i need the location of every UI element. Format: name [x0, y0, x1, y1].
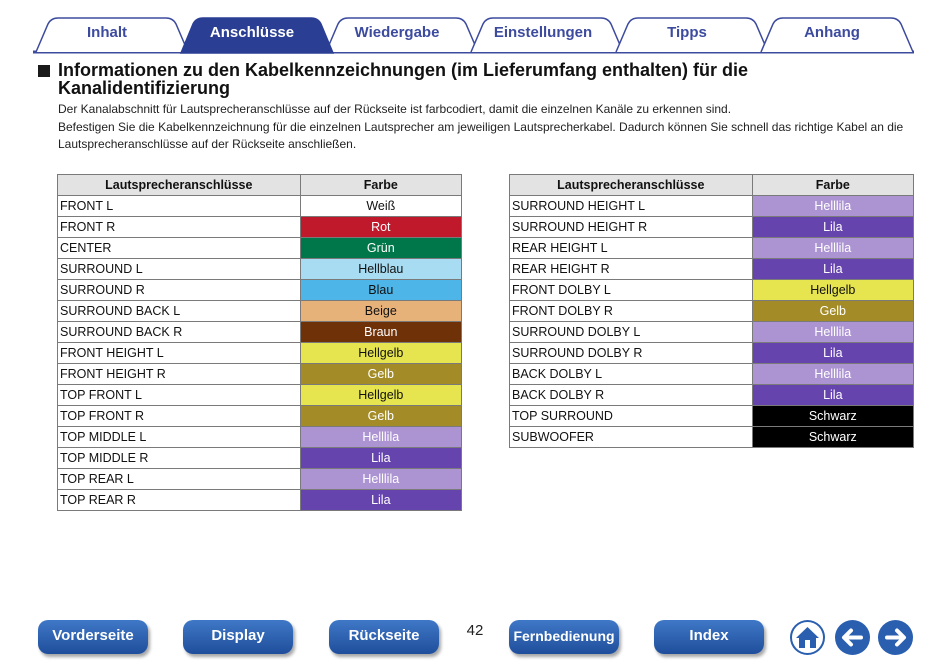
terminal-cell: SURROUND HEIGHT R: [510, 217, 753, 238]
table-row: [510, 238, 914, 259]
table-row: [58, 427, 462, 448]
color-cell: Helllila: [752, 364, 913, 385]
color-cell: Weiß: [300, 196, 461, 217]
table-row: [510, 301, 914, 322]
table-row: [58, 322, 462, 343]
speaker-color-table-right: [509, 174, 914, 448]
color-cell: Helllila: [300, 427, 461, 448]
terminal-cell: SURROUND R: [58, 280, 301, 301]
table-row: [58, 343, 462, 364]
color-cell: Lila: [300, 448, 461, 469]
terminal-cell: FRONT L: [58, 196, 301, 217]
table-row: [58, 490, 462, 511]
color-cell: Beige: [300, 301, 461, 322]
rueckseite-button[interactable]: Rückseite: [329, 620, 439, 654]
color-cell: Hellgelb: [300, 385, 461, 406]
column-header-terminal: Lautsprecheranschlüsse: [58, 175, 301, 196]
fernbedienung-button[interactable]: Fernbedienung: [509, 620, 619, 654]
terminal-cell: TOP REAR R: [58, 490, 301, 511]
tab-bar: [0, 0, 950, 56]
color-cell: Lila: [752, 343, 913, 364]
terminal-cell: SURROUND BACK L: [58, 301, 301, 322]
terminal-cell: SURROUND DOLBY L: [510, 322, 753, 343]
color-cell: Grün: [300, 238, 461, 259]
table-body: [510, 196, 914, 448]
display-button[interactable]: Display: [183, 620, 293, 654]
terminal-cell: FRONT DOLBY L: [510, 280, 753, 301]
table-row: [58, 448, 462, 469]
color-cell: Blau: [300, 280, 461, 301]
color-cell: Gelb: [752, 301, 913, 322]
table-row: [510, 343, 914, 364]
forward-arrow-icon[interactable]: [877, 619, 914, 656]
color-cell: Schwarz: [752, 427, 913, 448]
table-row: [510, 406, 914, 427]
color-cell: Helllila: [752, 196, 913, 217]
terminal-cell: BACK DOLBY L: [510, 364, 753, 385]
table-row: [510, 427, 914, 448]
table-row: [510, 217, 914, 238]
table-row: [58, 259, 462, 280]
back-arrow-icon[interactable]: [834, 619, 871, 656]
table-row: [58, 469, 462, 490]
table-row: [510, 385, 914, 406]
color-cell: Lila: [752, 385, 913, 406]
terminal-cell: TOP MIDDLE L: [58, 427, 301, 448]
table-row: [58, 406, 462, 427]
tab-anschluesse[interactable]: Anschlüsse: [209, 24, 295, 41]
table-row: [58, 238, 462, 259]
instruction-paragraph: Befestigen Sie die Kabelkennzeichnung für die einzelnen Lautsprecher am jeweiligen Lautsprecherkabel. Dadurch können Sie schnell das richtige Kabel an die Lautsprecheranschlüsse auf der Rückseite anschließen.: [58, 120, 904, 151]
terminal-cell: TOP MIDDLE R: [58, 448, 301, 469]
table-body: [58, 196, 462, 511]
page-number: 42: [466, 622, 484, 639]
section-heading: Informationen zu den Kabelkennzeichnungen (im Lieferumfang enthalten) für die Kanalidentifizierung: [58, 60, 749, 98]
terminal-cell: SURROUND BACK R: [58, 322, 301, 343]
terminal-cell: BACK DOLBY R: [510, 385, 753, 406]
table-row: [510, 280, 914, 301]
color-cell: Lila: [752, 259, 913, 280]
terminal-cell: TOP SURROUND: [510, 406, 753, 427]
terminal-cell: SURROUND DOLBY R: [510, 343, 753, 364]
color-cell: Hellgelb: [300, 343, 461, 364]
table-row: [58, 301, 462, 322]
column-header-terminal: Lautsprecheranschlüsse: [510, 175, 753, 196]
color-cell: Helllila: [752, 238, 913, 259]
terminal-cell: REAR HEIGHT R: [510, 259, 753, 280]
terminal-cell: SURROUND HEIGHT L: [510, 196, 753, 217]
terminal-cell: TOP FRONT L: [58, 385, 301, 406]
table-row: [58, 217, 462, 238]
terminal-cell: FRONT DOLBY R: [510, 301, 753, 322]
terminal-cell: FRONT HEIGHT L: [58, 343, 301, 364]
vorderseite-button[interactable]: Vorderseite: [38, 620, 148, 654]
table-row: [58, 280, 462, 301]
table-header-row: [58, 175, 462, 196]
terminal-cell: TOP REAR L: [58, 469, 301, 490]
tab-tipps[interactable]: Tipps: [667, 24, 707, 41]
color-cell: Braun: [300, 322, 461, 343]
table-row: [510, 364, 914, 385]
tab-einstellungen[interactable]: Einstellungen: [493, 24, 593, 41]
table-row: [510, 322, 914, 343]
tab-wiedergabe[interactable]: Wiedergabe: [354, 24, 440, 41]
color-cell: Schwarz: [752, 406, 913, 427]
color-cell: Helllila: [752, 322, 913, 343]
column-header-color: Farbe: [300, 175, 461, 196]
terminal-cell: FRONT HEIGHT R: [58, 364, 301, 385]
index-button[interactable]: Index: [654, 620, 764, 654]
tab-anhang[interactable]: Anhang: [804, 24, 860, 41]
color-cell: Hellgelb: [752, 280, 913, 301]
color-cell: Hellblau: [300, 259, 461, 280]
section-bullet-icon: [38, 65, 50, 77]
home-icon[interactable]: [789, 619, 826, 656]
terminal-cell: TOP FRONT R: [58, 406, 301, 427]
table-row: [510, 196, 914, 217]
color-cell: Lila: [752, 217, 913, 238]
speaker-color-table-left: [57, 174, 462, 511]
terminal-cell: CENTER: [58, 238, 301, 259]
table-header-row: [510, 175, 914, 196]
color-cell: Helllila: [300, 469, 461, 490]
color-cell: Gelb: [300, 406, 461, 427]
terminal-cell: FRONT R: [58, 217, 301, 238]
terminal-cell: SURROUND L: [58, 259, 301, 280]
terminal-cell: REAR HEIGHT L: [510, 238, 753, 259]
color-cell: Gelb: [300, 364, 461, 385]
table-row: [510, 259, 914, 280]
color-cell: Rot: [300, 217, 461, 238]
table-row: [58, 385, 462, 406]
terminal-cell: SUBWOOFER: [510, 427, 753, 448]
intro-paragraph: Der Kanalabschnitt für Lautsprecheranschlüsse auf der Rückseite ist farbcodiert, damit die einzelnen Kanäle zu erkennen sind.: [58, 102, 732, 116]
tab-inhalt[interactable]: Inhalt: [87, 24, 127, 41]
table-row: [58, 364, 462, 385]
column-header-color: Farbe: [752, 175, 913, 196]
table-row: [58, 196, 462, 217]
color-cell: Lila: [300, 490, 461, 511]
